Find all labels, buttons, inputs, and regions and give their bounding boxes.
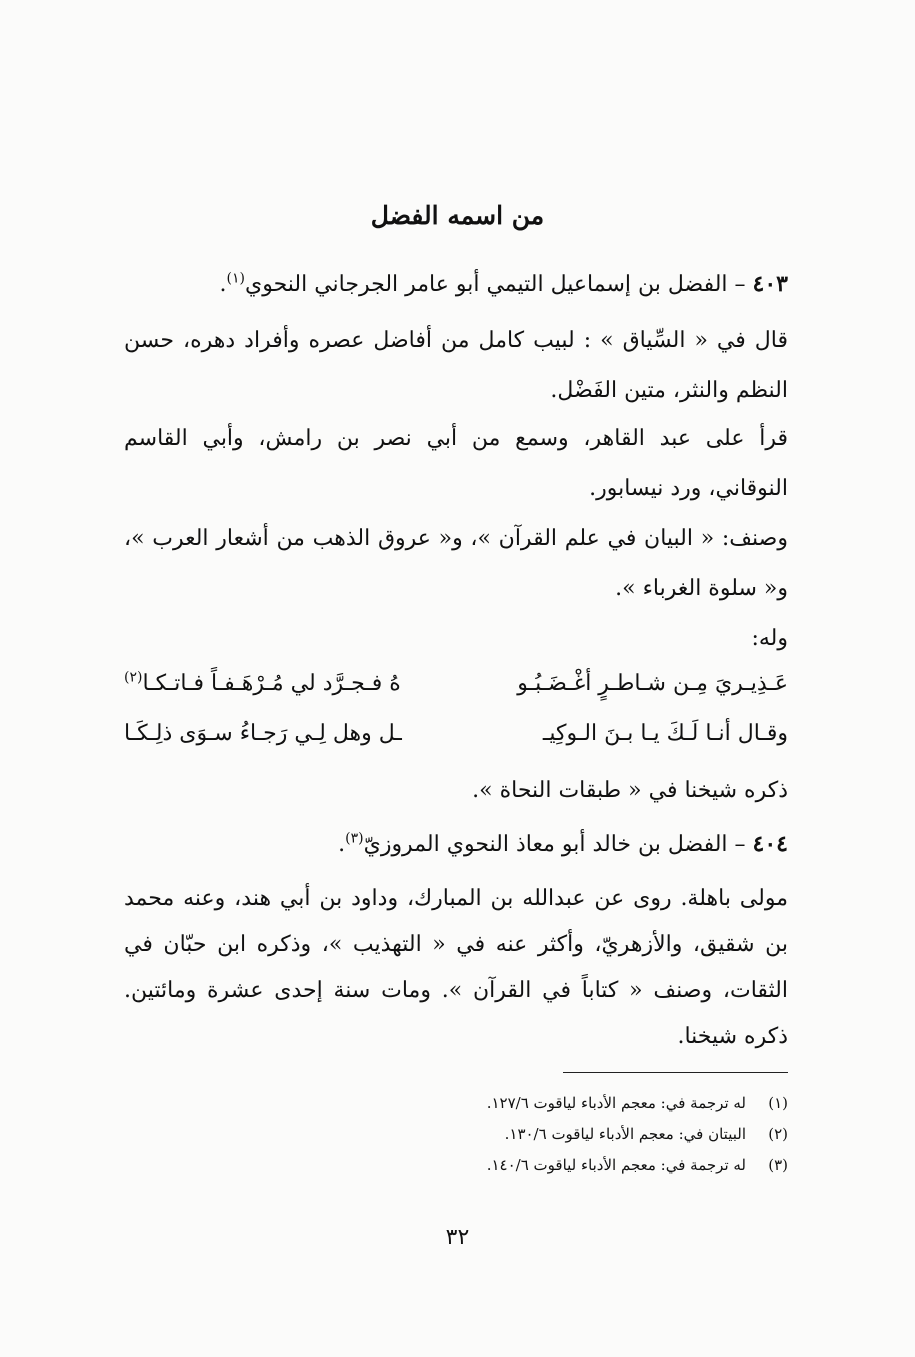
entry-403-paragraph: قال في « السِّياق » : لبيب كامل من أفاضل عصره وأفراد دهره، حسن النظم والنثر، متين الفَضْل. [124,328,788,403]
entry-404-paragraph: مولى باهلة. روى عن عبدالله بن المبارك، وداود بن أبي هند، وعنه محمد بن شقيق، والأزهريّ، وأكثر عنه في « التهذيب »، وذكره ابن حبّان في الثقات، وصنف « كتاباً في القرآن ». ومات سنة إحدى عشرة ومائتين. ذكره شيخنا. [124,886,788,1049]
verse-hemistich-first: وقـال أنـا لَـكَ يـا بـنَ الـوكِيـ [542,721,788,746]
footnote-marker: (١) [768,1094,788,1112]
entry-number: ٤٠٤ [752,831,788,857]
entry-403-paragraph: وصنف: « البيان في علم القرآن »، و« عروق الذهب من أشعار العرب »، و« سلوة الغرباء ». [124,526,788,601]
entry-name: الفضل بن خالد أبو معاذ النحوي المروزيّ [363,832,728,857]
footnote-marker: (٣) [768,1156,788,1174]
section-heading: من اسمه الفضل [370,201,545,230]
entry-dash: – [727,272,753,297]
footnote-ref: (٣) [345,830,364,847]
footnote-text: له ترجمة في: معجم الأدباء لياقوت ١٢٧/٦. [486,1094,746,1112]
footnote-separator [563,1072,788,1073]
verse-line [124,712,788,756]
verse-hemistich-first: عَـذِيـريَ مِـن شـاطـرٍ أغْـضَـبُـو [517,671,788,696]
entry-dash: – [727,832,753,857]
footnote [124,1088,788,1119]
footnotes [124,1088,788,1181]
verse-text: هُ فـجـرَّد لي مُـرْهَـفـاً فـاتـكـا [142,671,401,696]
entry-403-closing: ذكره شيخنا في « طبقات النحاة ». [472,778,788,803]
footnote-ref: (١) [226,270,245,287]
verse-hemistich-second [124,662,401,706]
page-number: ٣٢ [445,1225,470,1250]
entry-403-paragraph: وله: [751,626,788,651]
footnote-text: البيتان في: معجم الأدباء لياقوت ١٣٠/٦. [504,1125,746,1143]
footnote [124,1119,788,1150]
entry-end: . [219,272,227,297]
footnote-ref: (٢) [124,669,143,686]
entry-403-title [120,262,788,307]
footnote [124,1150,788,1181]
entry-number: ٤٠٣ [752,271,788,297]
entry-end: . [338,832,346,857]
entry-403-paragraph: قرأ على عبد القاهر، وسمع من أبي نصر بن رامش، وأبي القاسم النوقاني، ورد نيسابور. [124,426,788,501]
verse-line [124,662,788,706]
entry-404-title [120,822,788,867]
footnote-text: له ترجمة في: معجم الأدباء لياقوت ١٤٠/٦. [486,1156,746,1174]
verse-hemistich-second: ـل وهل لِـي رَجـاءُ سـوَى ذلِـكَـا [124,721,402,746]
entry-name: الفضل بن إسماعيل التيمي أبو عامر الجرجاني النحوي [244,272,728,297]
footnote-marker: (٢) [768,1125,788,1143]
